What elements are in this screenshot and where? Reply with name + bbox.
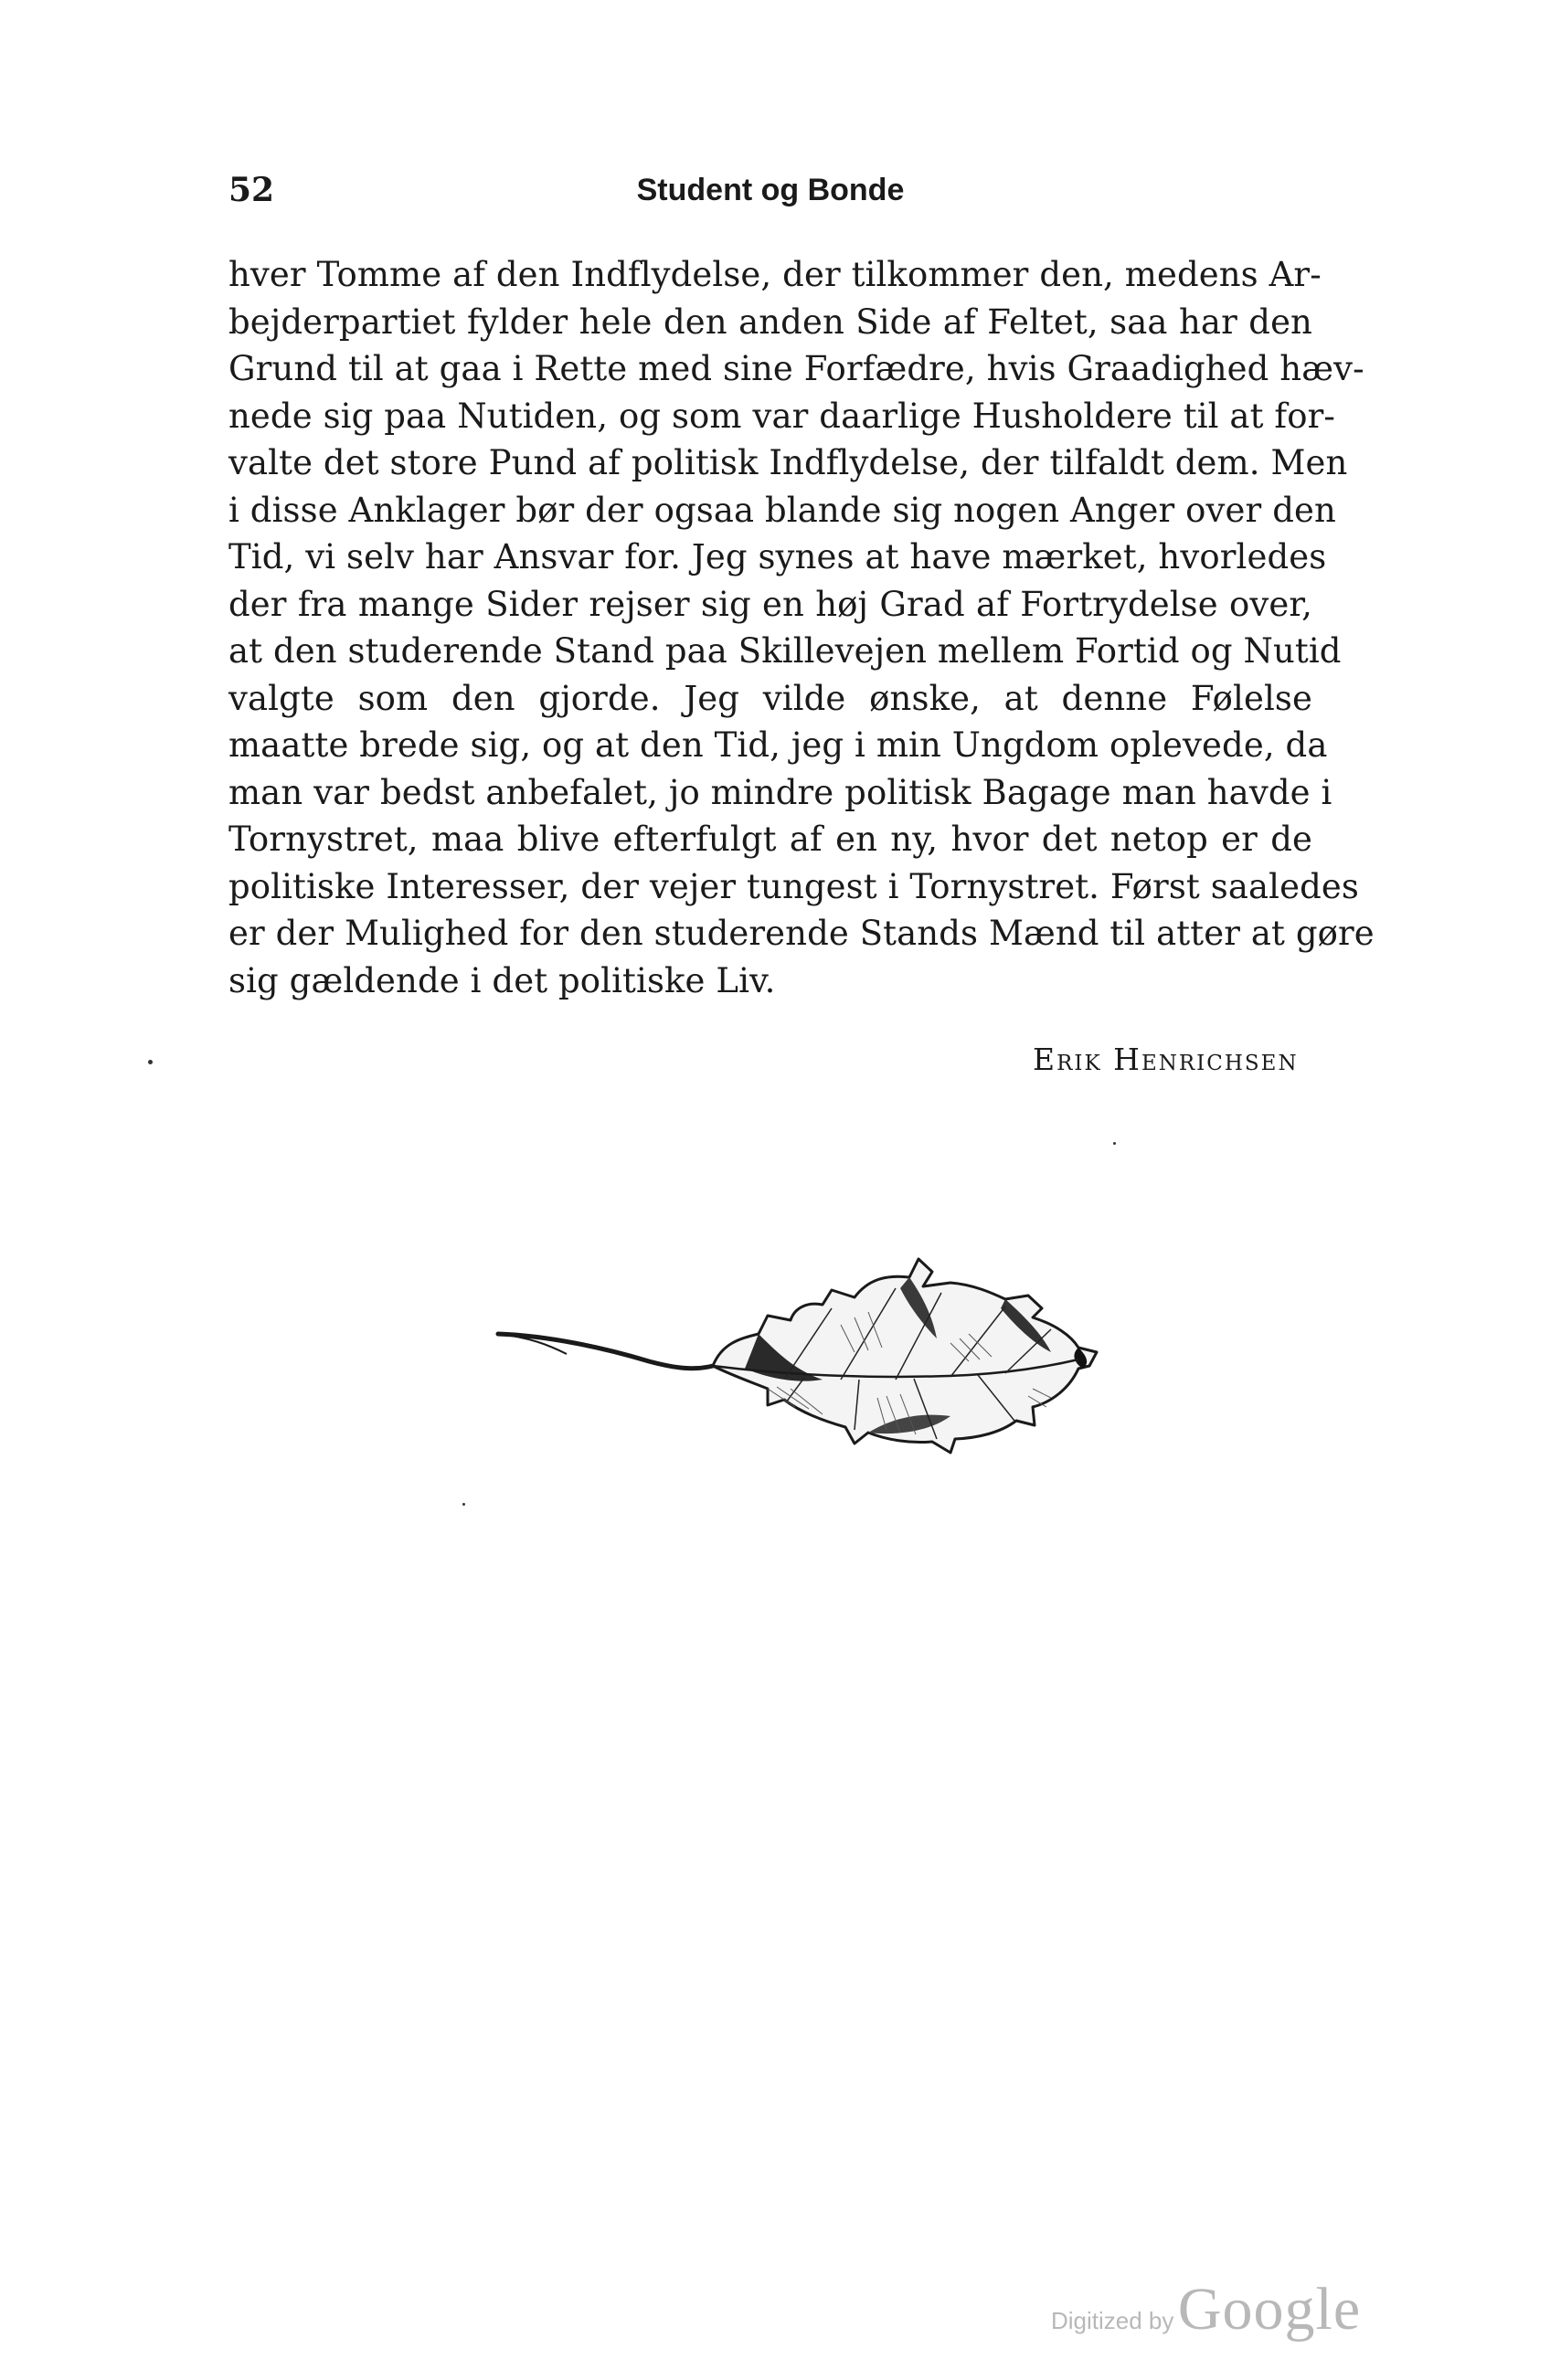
text-line: man var bedst anbefalet, jo mindre politisk Bagage man havde i — [228, 772, 1332, 812]
text-line: valgte som den gjorde. Jeg vilde ønske, at denne Følelse — [228, 678, 1312, 718]
stray-mark — [462, 1503, 465, 1506]
text-line: Tornystret, maa blive efterfulgt af en ny, hvor det netop er de — [228, 820, 1312, 859]
leaf-illustration-icon — [494, 1252, 1133, 1471]
text-line: nede sig paa Nutiden, og som var daarlige Husholdere til at for- — [228, 396, 1335, 436]
author-signature: Erik Henrichsen — [1033, 1042, 1299, 1077]
watermark-brand: Google — [1177, 2276, 1362, 2343]
text-line: Tid, vi selv har Ansvar for. Jeg synes at have mærket, hvorledes — [228, 537, 1327, 576]
text-line: hver Tomme af den Indflydelse, der tilkommer den, medens Ar- — [228, 255, 1322, 294]
stray-mark — [148, 1060, 153, 1064]
text-line: bejderpartiet fylder hele den anden Side af Feltet, saa har den — [228, 301, 1312, 342]
text-line-last: sig gældende i det politiske Liv. — [228, 960, 776, 1000]
page-header — [228, 170, 1312, 210]
body-text — [228, 251, 1435, 1004]
text-line: politiske Interesser, der vejer tungest i Tornystret. Først saaledes — [228, 866, 1359, 906]
page-number: 52 — [228, 171, 275, 209]
running-title: Student og Bonde — [636, 173, 905, 207]
text-line: Grund til at gaa i Rette med sine Forfædre, hvis Graadighed hæv- — [228, 349, 1364, 388]
text-line: at den studerende Stand paa Skillevejen mellem Fortid og Nutid — [228, 631, 1342, 671]
text-line: maatte brede sig, og at den Tid, jeg i min Ungdom oplevede, da — [228, 725, 1328, 765]
stray-mark — [1113, 1142, 1116, 1145]
text-line: i disse Anklager bør der ogsaa blande sig nogen Anger over den — [228, 490, 1336, 530]
text-line: der fra mange Sider rejser sig en høj Grad af Fortrydelse over, — [228, 584, 1312, 624]
digitized-watermark — [1051, 2275, 1361, 2344]
text-line: er der Mulighed for den studerende Stands Mænd til atter at gøre — [228, 914, 1375, 953]
watermark-prefix: Digitized by — [1051, 2307, 1174, 2334]
text-line: valte det store Pund af politisk Indflydelse, der tilfaldt dem. Men — [228, 443, 1348, 482]
